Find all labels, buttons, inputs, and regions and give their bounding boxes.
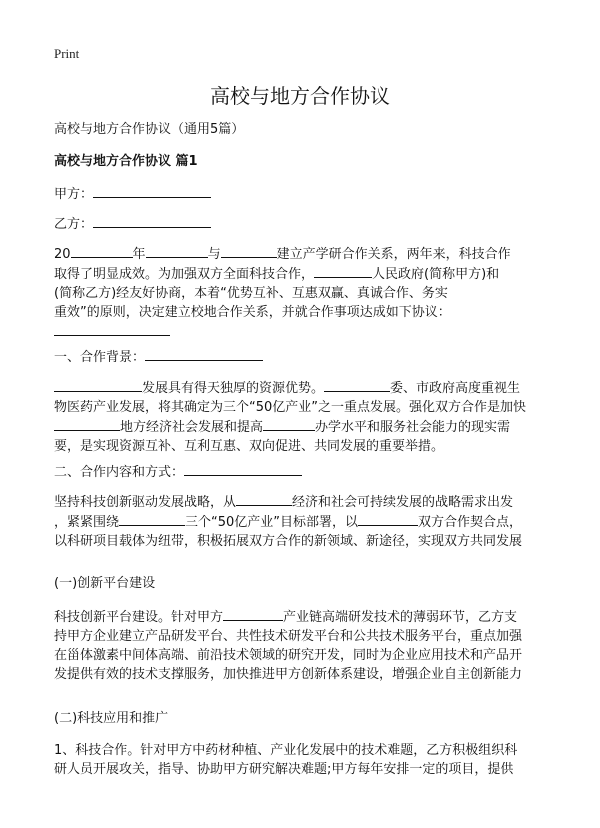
section1-heading: 一、合作背景： [54,346,263,367]
document-subtitle: 高校与地方合作协议（通用5篇） [54,122,245,137]
sub2-heading: (二)科技应用和推广 [54,711,169,726]
party-a-blank [93,183,211,198]
party-b-blank [93,213,211,228]
party-a-field [54,183,211,204]
platform-paragraph: 科技创新平台建设。针对甲方 产业链高端研发技术的薄弱环节，乙方支 持甲方企业建立产品研发平台、共性技术研发平台和公共技术服务平台，重点加强 在甾体激素中间体高端、前沿技术领域的研究开发，同时为企业应用技术和产品开 发提供有效的技术支撑服务，加快推进甲方创新体系建设，增强企业自主创新能力 [54,607,554,684]
cooperation-paragraph: 1、科技合作。针对甲方中药材种植、产业化发展中的技术难题，乙方积极组织科 研人员开展攻关，指导、协助甲方研究解决难题;甲方每年安排一定的项目，提供 [54,743,518,777]
background-paragraph: 发展具有得天独厚的资源优势。 委、市政府高度重视生 物医药产业发展，将其确定为三个“50亿产业”之一重点发展。强化双方合作是加快 地方经济社会发展和提高 办学水平和服务社会能力的现实需 要，是实现资源互补、互利互惠、双向促进、共同发展的重要举措。 [54,378,554,456]
section2-blank [184,461,302,476]
print-label[interactable]: Print [54,46,80,61]
section1-blank [145,346,263,361]
party-a-label: 甲方： [54,187,94,202]
party-b-field [54,213,211,234]
intro-paragraph: 20 年 与 建立产学研合作关系，两年来，科技合作 取得了明显成效。为加强双方全面科技合作， 人民政府(简称甲方)和 (简称乙方)经友好协商，本着“优势互补、互惠双赢、真诚合作、务实 重效”的原则，决定建立校地合作关系，并就合作事项达成如下协议： [54,244,554,342]
party-b-label: 乙方： [54,217,94,232]
content-paragraph: 坚持科技创新驱动发展战略，从 经济和社会可持续发展的战略需求出发 ，紧紧围绕 三个“50亿产业”目标部署，以 双方合作契合点， 以科研项目载体为纽带，积极拓展双方合作的新领域、新途径，实现双方共同发展 [54,492,554,551]
section2-heading: 二、合作内容和方式： [54,461,302,482]
sub1-heading: (一)创新平台建设 [54,576,156,591]
page-title: 高校与地方合作协议 [210,84,390,108]
article-heading: 高校与地方合作协议 篇1 [54,154,198,169]
